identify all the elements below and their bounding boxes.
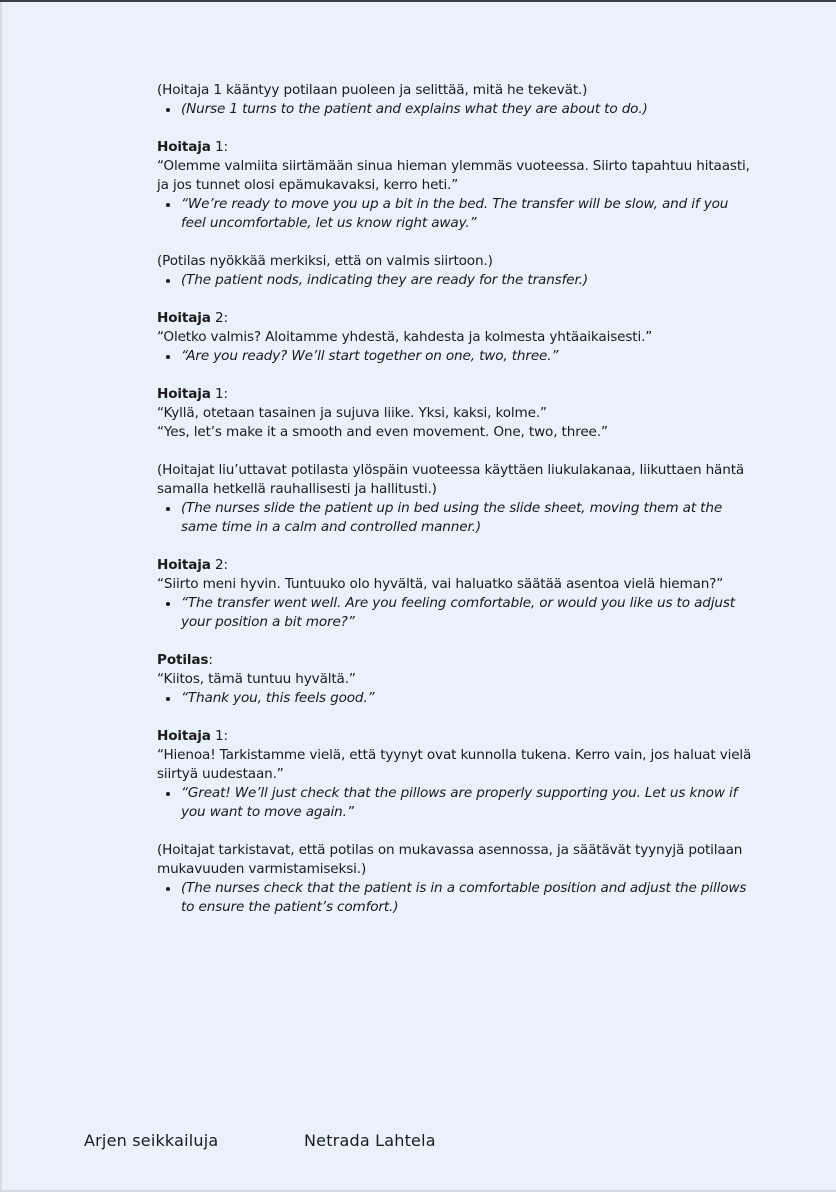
translation-list — [157, 195, 757, 233]
speaker-name: Hoitaja — [157, 728, 211, 744]
stage-direction-finnish: (Hoitajat liu’uttavat potilasta ylöspäin vuoteessa käyttäen liukulakanaa, liikuttaen häntä samalla hetkellä rauhallisesti ja hallitusti.) — [157, 462, 745, 497]
speaker-colon: : — [208, 652, 213, 668]
translation-list — [157, 689, 757, 708]
dialogue-english: “Yes, let’s make it a smooth and even movement. One, two, three.” — [157, 424, 608, 440]
page-top-border — [0, 0, 836, 2]
speaker-label — [157, 309, 757, 328]
translation-list — [157, 100, 757, 119]
stage-direction — [157, 252, 757, 290]
script-body — [157, 81, 757, 936]
speaker-label — [157, 651, 757, 670]
stage-direction-english: (Nurse 1 turns to the patient and explains what they are about to do.) — [181, 100, 757, 119]
dialogue-line — [157, 138, 757, 233]
dialogue-line — [157, 651, 757, 708]
dialogue-finnish: “Hienoa! Tarkistamme vielä, että tyynyt ovat kunnolla tukena. Kerro vain, jos haluat vielä siirtyä uudestaan.” — [157, 747, 752, 782]
stage-direction-finnish: (Hoitajat tarkistavat, että potilas on mukavassa asennossa, ja säätävät tyynyjä potilaan mukavuuden varmistamiseksi.) — [157, 842, 743, 877]
speaker-name: Hoitaja — [157, 386, 211, 402]
dialogue-english: “The transfer went well. Are you feeling comfortable, or would you like us to adjust your position a bit more?” — [181, 594, 757, 632]
speaker-name: Hoitaja — [157, 139, 211, 155]
dialogue-line — [157, 727, 757, 822]
stage-direction — [157, 841, 757, 917]
dialogue-finnish: “Oletko valmis? Aloitamme yhdestä, kahdesta ja kolmesta yhtäaikaisesti.” — [157, 329, 653, 345]
translation-list — [157, 784, 757, 822]
speaker-label — [157, 727, 757, 746]
dialogue-finnish: “Kiitos, tämä tuntuu hyvältä.” — [157, 671, 356, 687]
dialogue-english: “Thank you, this feels good.” — [181, 689, 757, 708]
stage-direction — [157, 461, 757, 537]
translation-list — [157, 499, 757, 537]
speaker-number: 1: — [210, 386, 228, 402]
stage-direction-finnish: (Potilas nyökkää merkiksi, että on valmis siirtoon.) — [157, 253, 493, 269]
footer-author: Netrada Lahtela — [304, 1131, 436, 1150]
speaker-number: 1: — [210, 139, 228, 155]
translation-list — [157, 879, 757, 917]
speaker-label — [157, 556, 757, 575]
translation-list — [157, 594, 757, 632]
dialogue-finnish: “Kyllä, otetaan tasainen ja sujuva liike. Yksi, kaksi, kolme.” — [157, 405, 547, 421]
page-left-border — [0, 2, 2, 1192]
stage-direction-english: (The nurses slide the patient up in bed using the slide sheet, moving them at the same time in a calm and controlled manner.) — [181, 499, 757, 537]
dialogue-line — [157, 385, 757, 442]
footer-book-title: Arjen seikkailuja — [84, 1131, 219, 1150]
translation-list — [157, 271, 757, 290]
speaker-name: Potilas — [157, 652, 209, 668]
translation-list — [157, 347, 757, 366]
speaker-number: 1: — [210, 728, 228, 744]
stage-direction-english: (The nurses check that the patient is in a comfortable position and adjust the pillows to ensure the patient’s comfort.) — [181, 879, 757, 917]
speaker-name: Hoitaja — [157, 557, 211, 573]
stage-direction-english: (The patient nods, indicating they are ready for the transfer.) — [181, 271, 757, 290]
speaker-name: Hoitaja — [157, 310, 211, 326]
dialogue-finnish: “Siirto meni hyvin. Tuntuuko olo hyvältä, vai haluatko säätää asentoa vielä hieman?” — [157, 576, 724, 592]
speaker-label — [157, 385, 757, 404]
dialogue-line — [157, 309, 757, 366]
dialogue-english: “We’re ready to move you up a bit in the bed. The transfer will be slow, and if you feel uncomfortable, let us know right away.” — [181, 195, 757, 233]
stage-direction — [157, 81, 757, 119]
dialogue-line — [157, 556, 757, 632]
speaker-number: 2: — [210, 310, 228, 326]
dialogue-english: “Great! We’ll just check that the pillows are properly supporting you. Let us know if you want to move again.” — [181, 784, 757, 822]
dialogue-finnish: “Olemme valmiita siirtämään sinua hieman ylemmäs vuoteessa. Siirto tapahtuu hitaasti, ja jos tunnet olosi epämukavaksi, kerro heti.” — [157, 158, 750, 193]
speaker-label — [157, 138, 757, 157]
speaker-number: 2: — [210, 557, 228, 573]
stage-direction-finnish: (Hoitaja 1 kääntyy potilaan puoleen ja selittää, mitä he tekevät.) — [157, 82, 588, 98]
dialogue-english: “Are you ready? We’ll start together on one, two, three.” — [181, 347, 757, 366]
